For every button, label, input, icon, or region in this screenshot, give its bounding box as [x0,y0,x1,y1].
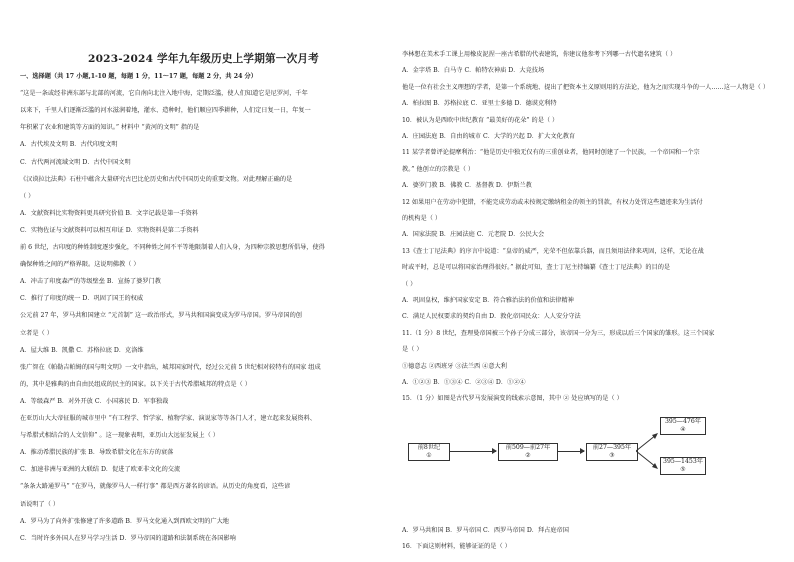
left-text-line: A．屋大维 B．凯撒 C．苏格拉底 D．克洛维 [20,346,144,354]
left-text-line: A．等级森严 B．对外开放 C．小国寡民 D．军事独裁 [20,397,169,405]
right-text-line: 11 某学者曾评论提摩利治：“他是历史中独无仅有的三重创业者，他同时创建了一个民族，一个帝国和一个宗 [402,149,700,157]
left-text-line: “这是一条或经非洲东部与北部的河流，它自南向北注入地中海，定期泛滥，使人们知道它是尼罗河，千年 [20,90,308,98]
diagram-box-4-date: 395—476年 [665,418,701,425]
left-text-line: 一、选择题（共 17 小题,1-10 题，每题 1 分，11～17 题，每题 2 分，共 24 分） [20,73,257,80]
diagram-box-5-date: 395—1453年 [663,458,703,465]
diagram-box-3-marker: ③ [609,452,615,459]
right-text-line: 11.（1 分）8 世纪，查理曼帝国被三个孙子分成三部分，该帝国一分为三，形成以后三个国家的雏形。这三个国家 [402,329,715,337]
left-text-line: 年积累了农业和建筑等方面的知识。” 材料中 “黄河的文明” 指的是 [20,124,200,132]
right-text-line: A．①②③ B．①③④ C．②③④ D．①②④ [402,379,526,386]
diagram-arrow-1 [450,451,496,452]
diagram-box-3 [586,443,638,461]
right-text-line: 16．下面这则材料，能够证证的是（ ） [402,543,511,550]
left-text-line: 确保种姓之间的严格界限。这说明佛教（ ） [20,261,140,269]
right-text-line: C．满足人民权要求的契约自由 D．敦化帝国民众：人人安分守法 [402,313,581,321]
left-text-line: 公元前 27 年，罗马共和国建立 “元首制” 这一政治形式，罗马共和国演变成为罗马帝国。罗马帝国的创 [20,312,302,320]
diagram-box-3-date: 前27—395年 [592,444,632,451]
left-text-line: A．古代埃及文明 B．古代印度文明 [20,141,118,149]
left-text-line: A．文献资料比实物资料更具研究价值 B．文字记载是第一手资料 [20,209,199,217]
right-text-line: （ ） [402,280,417,288]
right-text-line: 12 如果用户在劳动中犯错，不能完成劳动或未按规定缴纳租金的领主的罚款，有权力处罚这些遗迹来为生活付 [402,198,703,206]
left-text-line: 张广智在《帕勒吉帕姆的国与明文明》一文中指出，城邦国家时代，经过公元前 5 世纪相对较特有的国家 组成 [20,363,321,371]
right-text-line: 的机构是（ ） [402,215,442,222]
rome-timeline-diagram [406,418,706,501]
diagram-box-2-marker: ② [525,452,531,459]
right-text-line: 李林想在美术手工课上用橡皮泥捏一座古希腊的代表建筑，你建议他参考下列哪一古代遗名建筑（ ） [402,51,677,58]
diagram-box-1-marker: ① [426,452,432,459]
right-text-line: A．金字塔 B．白马寺 C．帕特农神庙 D．大竞技场 [402,67,545,75]
left-text-line: 前 6 世纪，古印度的种姓制度逐步强化，不同种姓之间不平等地限制着人们入身，为四种宗教思想所倡导，使得 [20,244,325,251]
left-text-line: C．古代两河流域文明 D．古代中国文明 [20,158,131,166]
diagram-box-5-marker: ⑤ [680,466,686,473]
right-text-line: 是（ ） [402,346,423,354]
right-text-line: 15．（1 分）如图是古代罗马发展演变的线索示意图，其中 ② 处应填写的是（ ） [402,395,623,403]
right-text-line: 教。” 他创立的宗教是（ ） [402,165,475,173]
diagram-branch-arrows [636,427,660,487]
right-text-line: 他是一位有社会主义理想的学者，是第一个系统地、提出了把资本主义原则用的方法论，他为之而实现斗争的一人……这一人物是（ ） [402,83,770,91]
right-text-line: A．罗马共和国 B．罗马帝国 C．西罗马帝国 D．拜占庭帝国 [402,526,569,534]
diagram-box-2 [498,443,558,461]
left-text-line: C．当时许多外国人在罗马学习生活 D．罗马帝国的道路和法制系统在各国影响 [20,534,236,542]
left-text-line: 在亚历山大大帝征服的城市里中 “有工程学、哲学家、植物学家、演说家等等各门人才，建立起来发展资料、 [20,415,316,422]
left-text-line: 以来下，千里人们逐渐泛滥的河水滋润着地，灌水、造种时，他们顺应四季耕种，人们定日复一日，年复一 [20,107,311,115]
left-text-line: C．实物佐证与文献资料可以相互印证 D．实物资料是第二手资料 [20,226,199,234]
diagram-arrow-2 [558,451,584,452]
right-text-line: A．庄园法庭 B．自由的城市 C．大学的兴起 D．扩大文化教育 [402,133,576,140]
right-text-line: 时或平时，总是可以将国家治理得很好。” 据此可知，查士丁尼主持编纂《查士丁尼法典》的目的是 [402,264,671,272]
left-text-line: C．推行了印度的统一 D．巩固了国王的权威 [20,295,144,303]
diagram-box-2-date: 前509—前27年 [505,444,551,451]
diagram-box-4 [660,417,706,435]
left-text-line: 与希腊式相结合的人文信仰” 。这一现象表明，亚历山大远征发展上（ ） [20,432,219,440]
right-text-line: 13《查士丁尼法典》的序言中说道：“皇帝的威严，光荣不但依靠兵器，而且须用法律来巩固，这样，无论在战 [402,247,704,255]
left-text-line: A．冲击了印度森严的等级壁垒 B．宣扬了婆罗门教 [20,278,161,286]
left-text-line: C．加速非洲与亚洲的大联结 D．促进了欧亚非文化的交流 [20,466,181,474]
right-text-line: ①德意志 ②西班牙 ③法兰西 ④意大利 [402,362,507,370]
diagram-box-4-marker: ④ [680,426,686,433]
left-text-line: 的，其中是雅典的由自由民组成的民主的国家。以下关于古代希腊城邦的特点是（ ） [20,380,251,388]
right-text-line: A．巩固皇权，维护国家安定 B．符合雅治法的价值和法律精神 [402,297,574,304]
right-text-line: A．国家法院 B．庄园法庭 C．元老院 D．公民大会 [402,231,545,239]
page-title: 2023-2024 学年九年级历史上学期第一次月考 [88,53,319,65]
left-text-line: 立者是（ ） [20,329,53,337]
right-text-line: A．婆罗门教 B．佛教 C．基督教 D．伊斯兰教 [402,182,532,190]
left-text-line: （ ） [20,192,35,200]
right-text-line: A．柏拉图 B．苏格拉底 C．亚里士多德 D．德谟克利特 [402,100,557,108]
left-text-line: 语说明了（ ） [20,500,60,508]
diagram-box-1 [408,443,450,461]
diagram-box-1-date: 前8世纪 [417,444,441,451]
left-text-line: A．推动希腊民族的扩张 B．导致希腊文化在东方的衰落 [20,449,174,457]
right-text-line: 10．被认为是西欧中世纪教育 “最美好的花朵” 的是（ ） [402,116,559,124]
left-text-line: “条条大路通罗马” “在罗马，就像罗马人一样行事” 都是西方著名的谚语。从历史的角度看，这些谚 [20,483,291,491]
left-text-line: A．罗马为了向外扩张修建了许多道路 B．罗马文化通入到西欧文明的广大地 [20,517,229,525]
diagram-box-5 [660,457,706,475]
left-text-line: 《汉谟拉比法典》石柱中蕴含大量研究古巴比伦历史和古代中国历史的重要文物。对此理解正确的是 [20,175,293,183]
